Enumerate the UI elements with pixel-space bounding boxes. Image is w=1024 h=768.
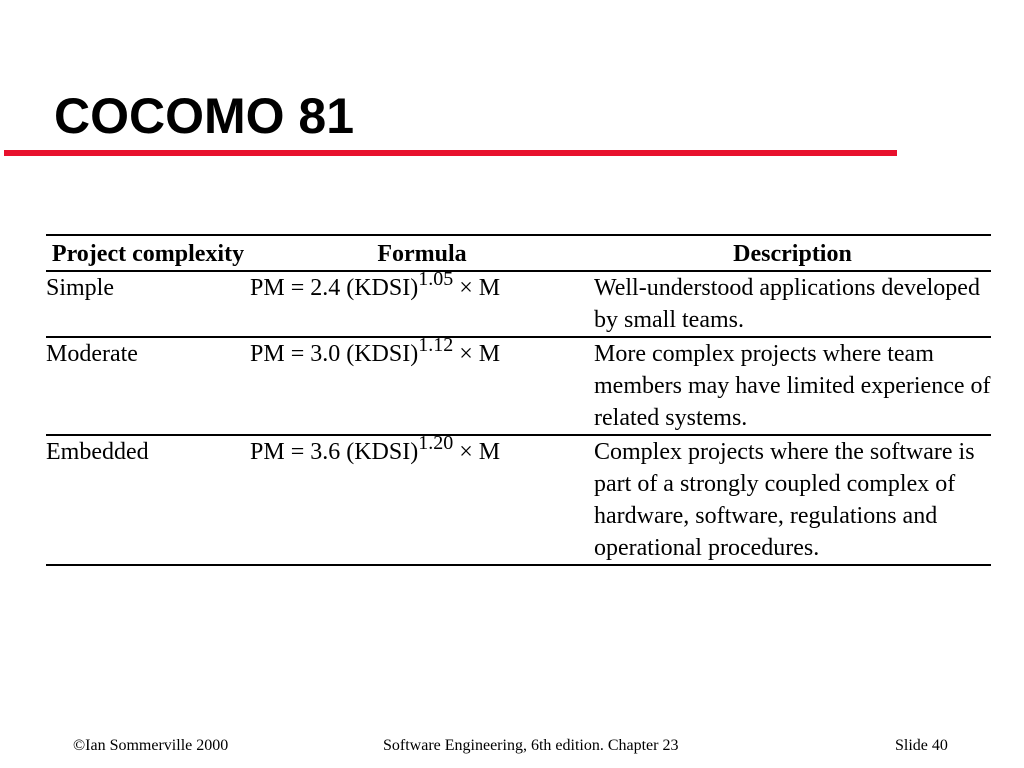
formula-exponent: 1.12 — [418, 334, 454, 356]
formula-tail: × M — [453, 341, 501, 367]
formula-base: PM = 3.0 (KDSI) — [250, 341, 419, 367]
footer-book-reference: Software Engineering, 6th edition. Chapter 23 — [383, 737, 679, 754]
row-complexity: Embedded — [46, 435, 250, 565]
row-description: Well-understood applications developed by small teams. — [594, 271, 991, 337]
row-formula — [250, 268, 594, 337]
row-description: Complex projects where the software is part of a strongly coupled complex of hardware, software, regulations and operational procedures. — [594, 435, 991, 565]
title-underline — [4, 150, 897, 156]
formula-tail: × M — [453, 439, 501, 465]
formula-base: PM = 2.4 (KDSI) — [250, 275, 419, 301]
table-row — [46, 337, 991, 435]
slide-title: COCOMO 81 — [54, 88, 355, 144]
cocomo-table — [46, 234, 991, 566]
header-complexity: Project complexity — [46, 235, 250, 271]
formula-exponent: 1.05 — [418, 268, 454, 290]
table-row — [46, 435, 991, 565]
footer-copyright: ©Ian Sommerville 2000 — [73, 737, 229, 754]
footer-slide-number: Slide 40 — [895, 737, 948, 754]
row-formula — [250, 334, 594, 435]
table-row — [46, 271, 991, 337]
formula-exponent: 1.20 — [418, 432, 454, 454]
formula-tail: × M — [453, 275, 501, 301]
row-formula — [250, 432, 594, 565]
row-complexity: Simple — [46, 271, 250, 337]
table-header-row — [46, 235, 991, 271]
row-description: More complex projects where team members may have limited experience of related systems. — [594, 337, 991, 435]
header-description: Description — [594, 235, 991, 271]
header-formula: Formula — [250, 235, 594, 271]
formula-base: PM = 3.6 (KDSI) — [250, 439, 419, 465]
row-complexity: Moderate — [46, 337, 250, 435]
